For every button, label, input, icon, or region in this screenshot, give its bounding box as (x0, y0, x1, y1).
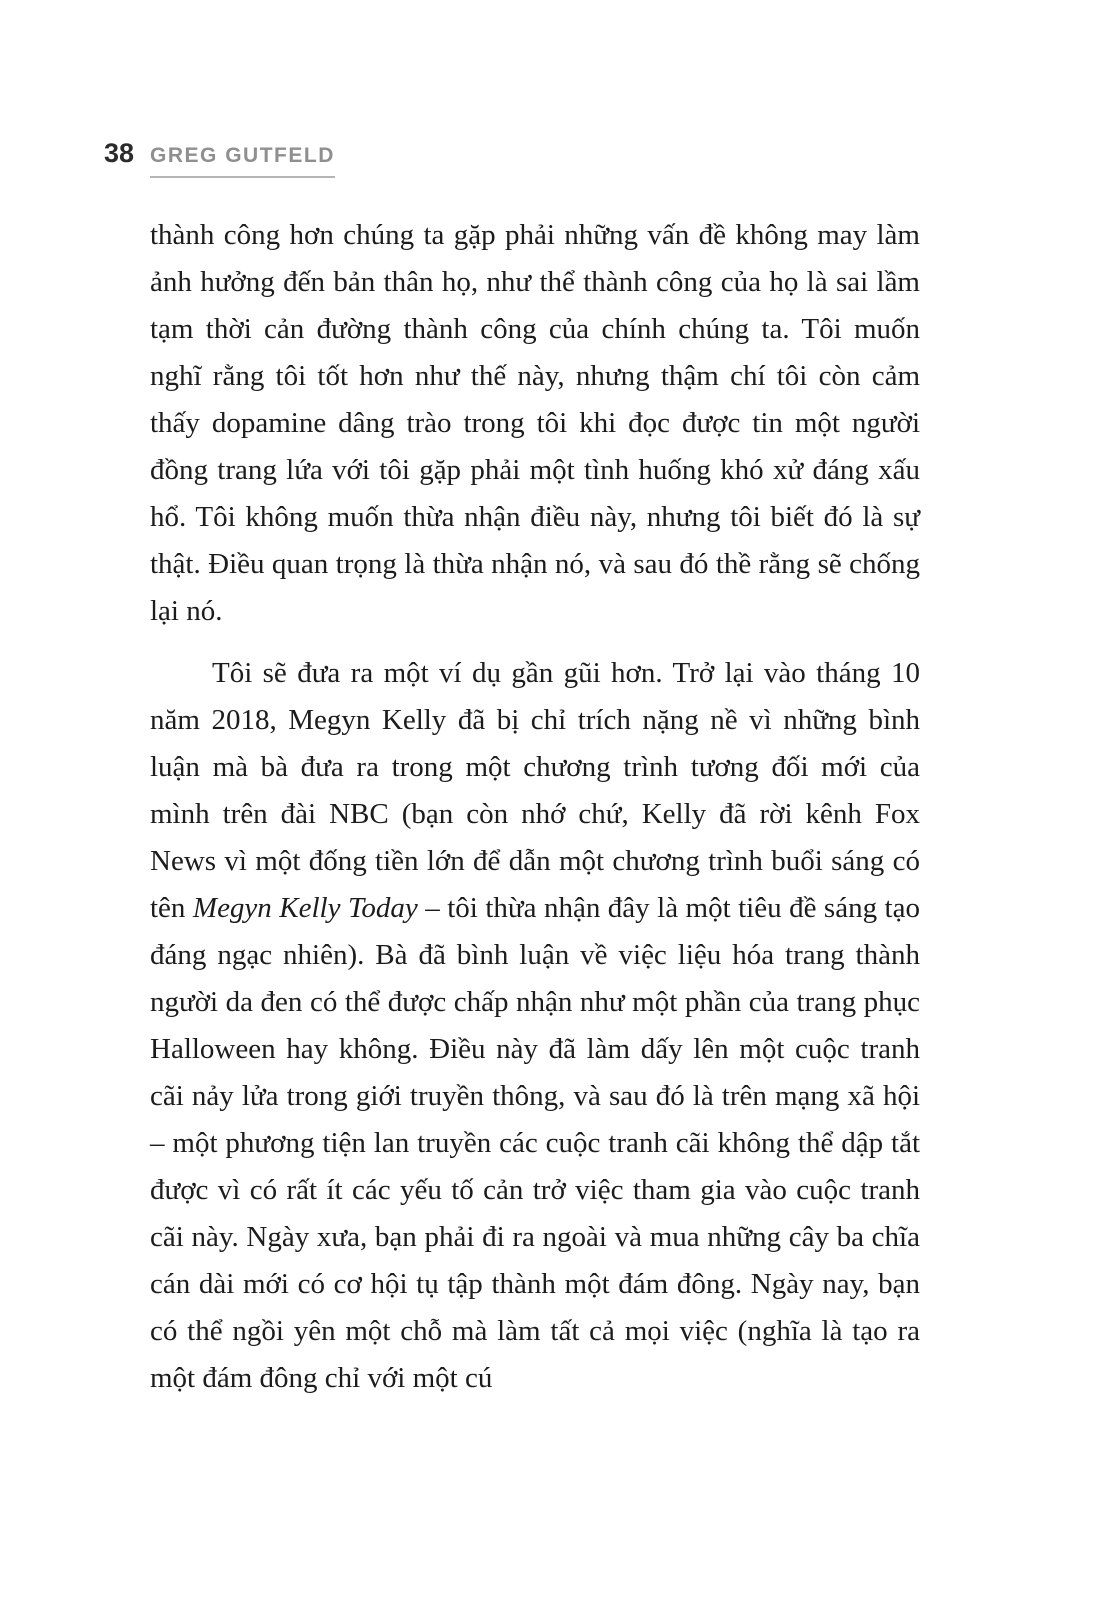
paragraph-1-text: thành công hơn chúng ta gặp phải những vấn đề không may làm ảnh hưởng đến bản thân họ, như thể thành công của họ là sai lầm tạm thời cản đường thành công của chính chúng ta. Tôi muốn nghĩ rằng tôi tốt hơn như thế này, nhưng thậm chí tôi còn cảm thấy dopamine dâng trào trong tôi khi đọc được tin một người đồng trang lứa với tôi gặp phải một tình huống khó xử đáng xấu hổ. Tôi không muốn thừa nhận điều này, nhưng tôi biết đó là sự thật. Điều quan trọng là thừa nhận nó, và sau đó thề rằng sẽ chống lại nó. (150, 219, 920, 627)
body-text (150, 212, 920, 1402)
paragraph-2-text-before: Tôi sẽ đưa ra một ví dụ gần gũi hơn. Trở lại vào tháng 10 năm 2018, Megyn Kelly đã bị chỉ trích nặng nề vì những bình luận mà bà đưa ra trong một chương trình tương đối mới của mình trên đài NBC (bạn còn nhớ chứ, Kelly đã rời kênh Fox News vì một đống tiền lớn để dẫn một chương trình buổi sáng có tên (150, 657, 920, 924)
paragraph-2 (150, 650, 920, 1402)
paragraph-2-text-after: – tôi thừa nhận đây là một tiêu đề sáng tạo đáng ngạc nhiên). Bà đã bình luận về việc liệu hóa trang thành người da đen có thể được chấp nhận như một phần của trang phục Halloween hay không. Điều này đã làm dấy lên một cuộc tranh cãi nảy lửa trong giới truyền thông, và sau đó là trên mạng xã hội – một phương tiện lan truyền các cuộc tranh cãi không thể dập tắt được vì có rất ít các yếu tố cản trở việc tham gia vào cuộc tranh cãi này. Ngày xưa, bạn phải đi ra ngoài và mua những cây ba chĩa cán dài mới có cơ hội tụ tập thành một đám đông. Ngày nay, bạn có thể ngồi yên một chỗ mà làm tất cả mọi việc (nghĩa là tạo ra một đám đông chỉ với một cú (150, 892, 920, 1394)
show-title-italic: Megyn Kelly Today (192, 892, 418, 924)
paragraph-1 (150, 212, 920, 635)
page-header (104, 138, 335, 178)
running-header: GREG GUTFELD (150, 144, 335, 178)
page-number: 38 (104, 138, 135, 168)
